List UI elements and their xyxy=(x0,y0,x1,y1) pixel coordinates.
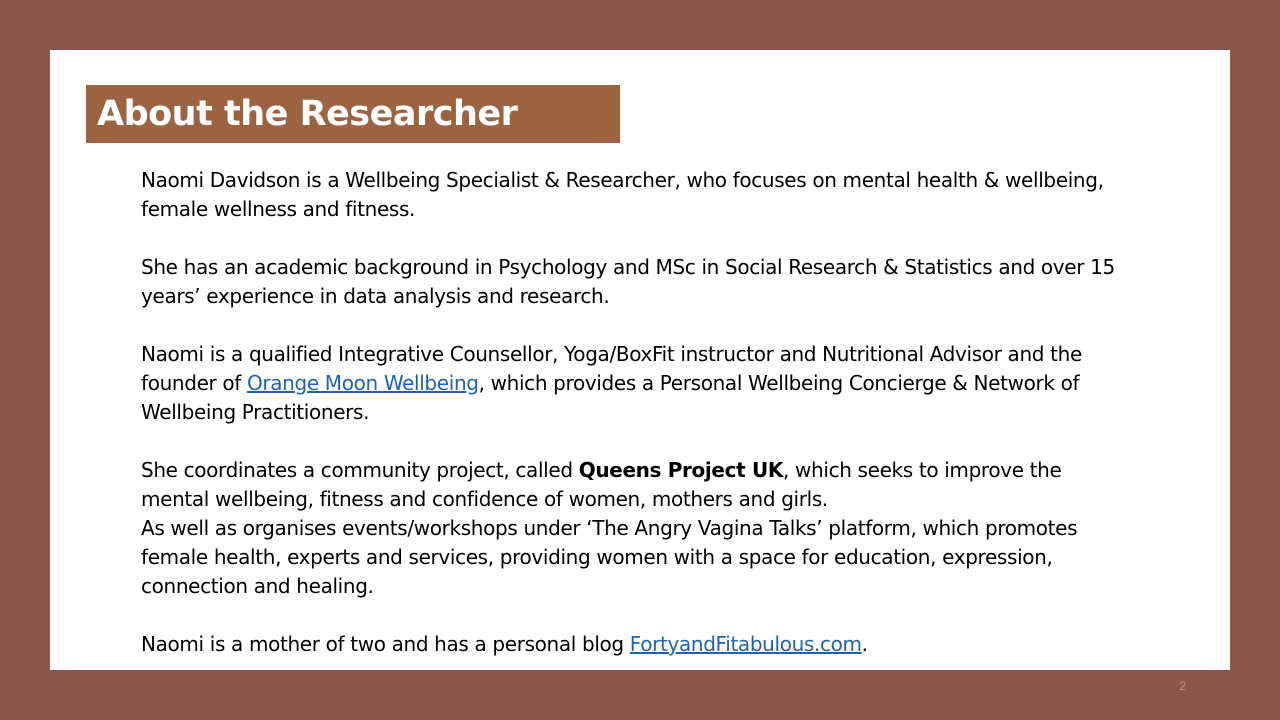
paragraph-qualifications-text: Naomi is a qualified Integrative Counsellor, Yoga/BoxFit instructor and Nutritional Advisor and the founder of xyxy=(141,342,1082,395)
paragraph-qualifications-text-end: , which provides a Personal Wellbeing Concierge & Network of Wellbeing Practitioners. xyxy=(141,371,1080,424)
queens-project-name: Queens Project UK xyxy=(578,458,784,482)
title-bar xyxy=(86,85,620,143)
paragraph-blog-text-end: . xyxy=(861,632,868,656)
paragraph-background: She has an academic background in Psychology and MSc in Social Research & Statistics and over 15 years’ experience in data analysis and research. xyxy=(141,255,1115,308)
page-number: 2 xyxy=(1179,679,1186,693)
paragraph-community-text: She coordinates a community project, called xyxy=(141,458,579,482)
paragraph-blog xyxy=(141,630,1116,659)
blog-link[interactable]: FortyandFitabulous.com xyxy=(629,632,862,656)
paragraph-intro: Naomi Davidson is a Wellbeing Specialist & Researcher, who focuses on mental health & wellbeing, female wellness and fitness. xyxy=(141,168,1104,221)
paragraph-events: As well as organises events/workshops under ‘The Angry Vagina Talks’ platform, which promotes female health, experts and services, providing women with a space for education, expression, connection and healing. xyxy=(141,516,1078,598)
slide-title: About the Researcher xyxy=(97,94,518,134)
paragraph-community-text-end: , which seeks to improve the mental wellbeing, fitness and confidence of women, mothers and girls. xyxy=(141,458,1062,511)
paragraph-blog-text: Naomi is a mother of two and has a personal blog xyxy=(141,632,630,656)
slide xyxy=(50,50,1230,670)
paragraph-qualifications xyxy=(141,340,1116,427)
slide-body xyxy=(141,166,1116,659)
paragraph-community-project xyxy=(141,456,1116,514)
orange-moon-wellbeing-link[interactable]: Orange Moon Wellbeing xyxy=(247,371,479,395)
